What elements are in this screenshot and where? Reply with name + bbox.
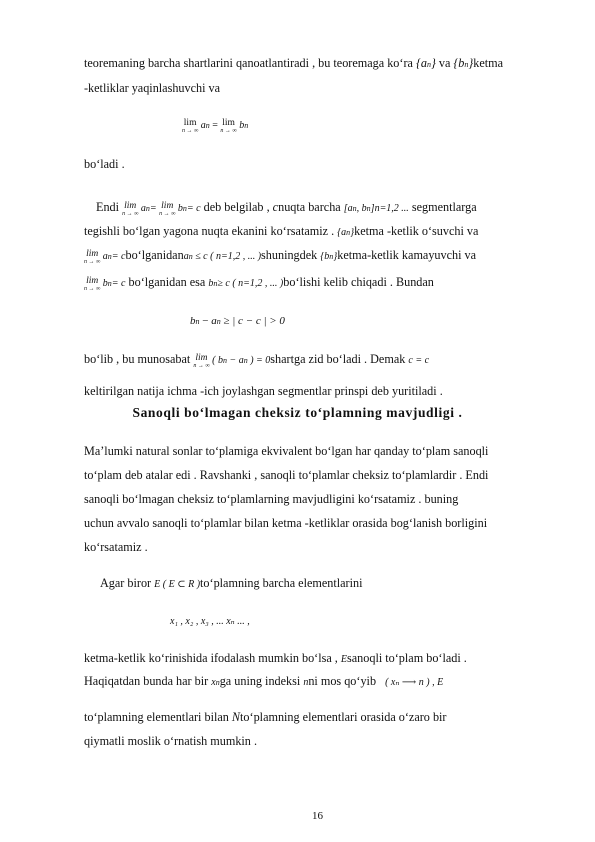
text-line [84, 56, 503, 72]
sequence: x₁ , x₂ , x₃ , ... xₙ ... , [170, 616, 250, 627]
page-number: 16 [312, 810, 323, 822]
equation-limits: lim n → ∞ an = lim n → ∞ bn [182, 118, 249, 134]
math-seq-a: {an} [415, 56, 436, 70]
text-line: bo‘lib , bu munosabat lim n → ∞ ( bn − an ) = 0shartga zid bo‘ladi . Demak c = c [84, 352, 430, 369]
section-title: Sanoqli bo‘lmagan cheksiz to‘plamning mavjudligi . [132, 405, 463, 420]
math-seq-b: {bn} [453, 56, 474, 70]
text-line: tegishli bo‘lgan yagona nuqta ekanini ko‘rsatamiz . {an}ketma -ketlik o‘suvchi va [84, 224, 479, 238]
equation-inequality: bn − an ≥ | c − c | > 0 [190, 315, 285, 327]
text-line: lim n → ∞ an= cbo‘lganidanan ≤ c ( n=1,2 , ... )shuningdek {bn}ketma-ketlik kamayuvchi va [84, 248, 477, 265]
text-line: to‘plamning elementlari bilan Nto‘plamning elementlari orasida o‘zaro bir [84, 710, 447, 724]
paragraph-line: to‘plam deb atalar edi . Ravshanki , sanoqli to‘plamlar cheksiz to‘plamlardir . Endi [84, 468, 489, 482]
text-line: Endi lim n → ∞ an= lim n → ∞ bn= c deb belgilab , cnuqta barcha [an, bn]n=1,2 ... segmentlarga [96, 200, 477, 217]
text-line: -ketliklar yaqinlashuvchi va [84, 81, 221, 95]
text-line: Agar biror E ( E ⊂ R )to‘plamning barcha elementlarini [100, 576, 363, 590]
paragraph-line: Ma’lumki natural sonlar to‘plamiga ekvivalent bo‘lgan har qanday to‘plam sanoqli [84, 444, 489, 458]
paragraph-line: sanoqli bo‘lmagan cheksiz to‘plamlarning mavjudligini ko‘rsatamiz . buning [84, 492, 459, 506]
text-line: qiymatli moslik o‘rnatish mumkin . [84, 734, 257, 748]
text-line: ketma-ketlik ko‘rinishida ifodalash mumkin bo‘lsa , Esanoqli to‘plam bo‘ladi . [84, 651, 467, 665]
text-fragment: va [438, 56, 451, 70]
text-fragment: ketma [473, 56, 504, 70]
text-fragment: teoremaning barcha shartlarini qanoatlantiradi , bu teoremaga ko‘ra [84, 56, 413, 70]
paragraph-line: ko‘rsatamiz . [84, 540, 148, 554]
text-line: Haqiqatdan bunda har bir xnga uning indeksi nni mos qo‘yib ( xₙ ⟶ n ) , E [84, 674, 444, 688]
text-line: lim n → ∞ bn= c bo‘lganidan esa bn≥ c ( n=1,2 , ... )bo‘lishi kelib chiqadi . Bundan [84, 275, 434, 292]
text-line: bo‘ladi . [84, 157, 125, 171]
text-line: keltirilgan natija ichma -ich joylashgan segmentlar prinspi deb yuritiladi . [84, 384, 443, 398]
paragraph-line: uchun avvalo sanoqli to‘plamlar bilan ketma -ketliklar orasida bog‘lanish borligini [84, 516, 488, 530]
